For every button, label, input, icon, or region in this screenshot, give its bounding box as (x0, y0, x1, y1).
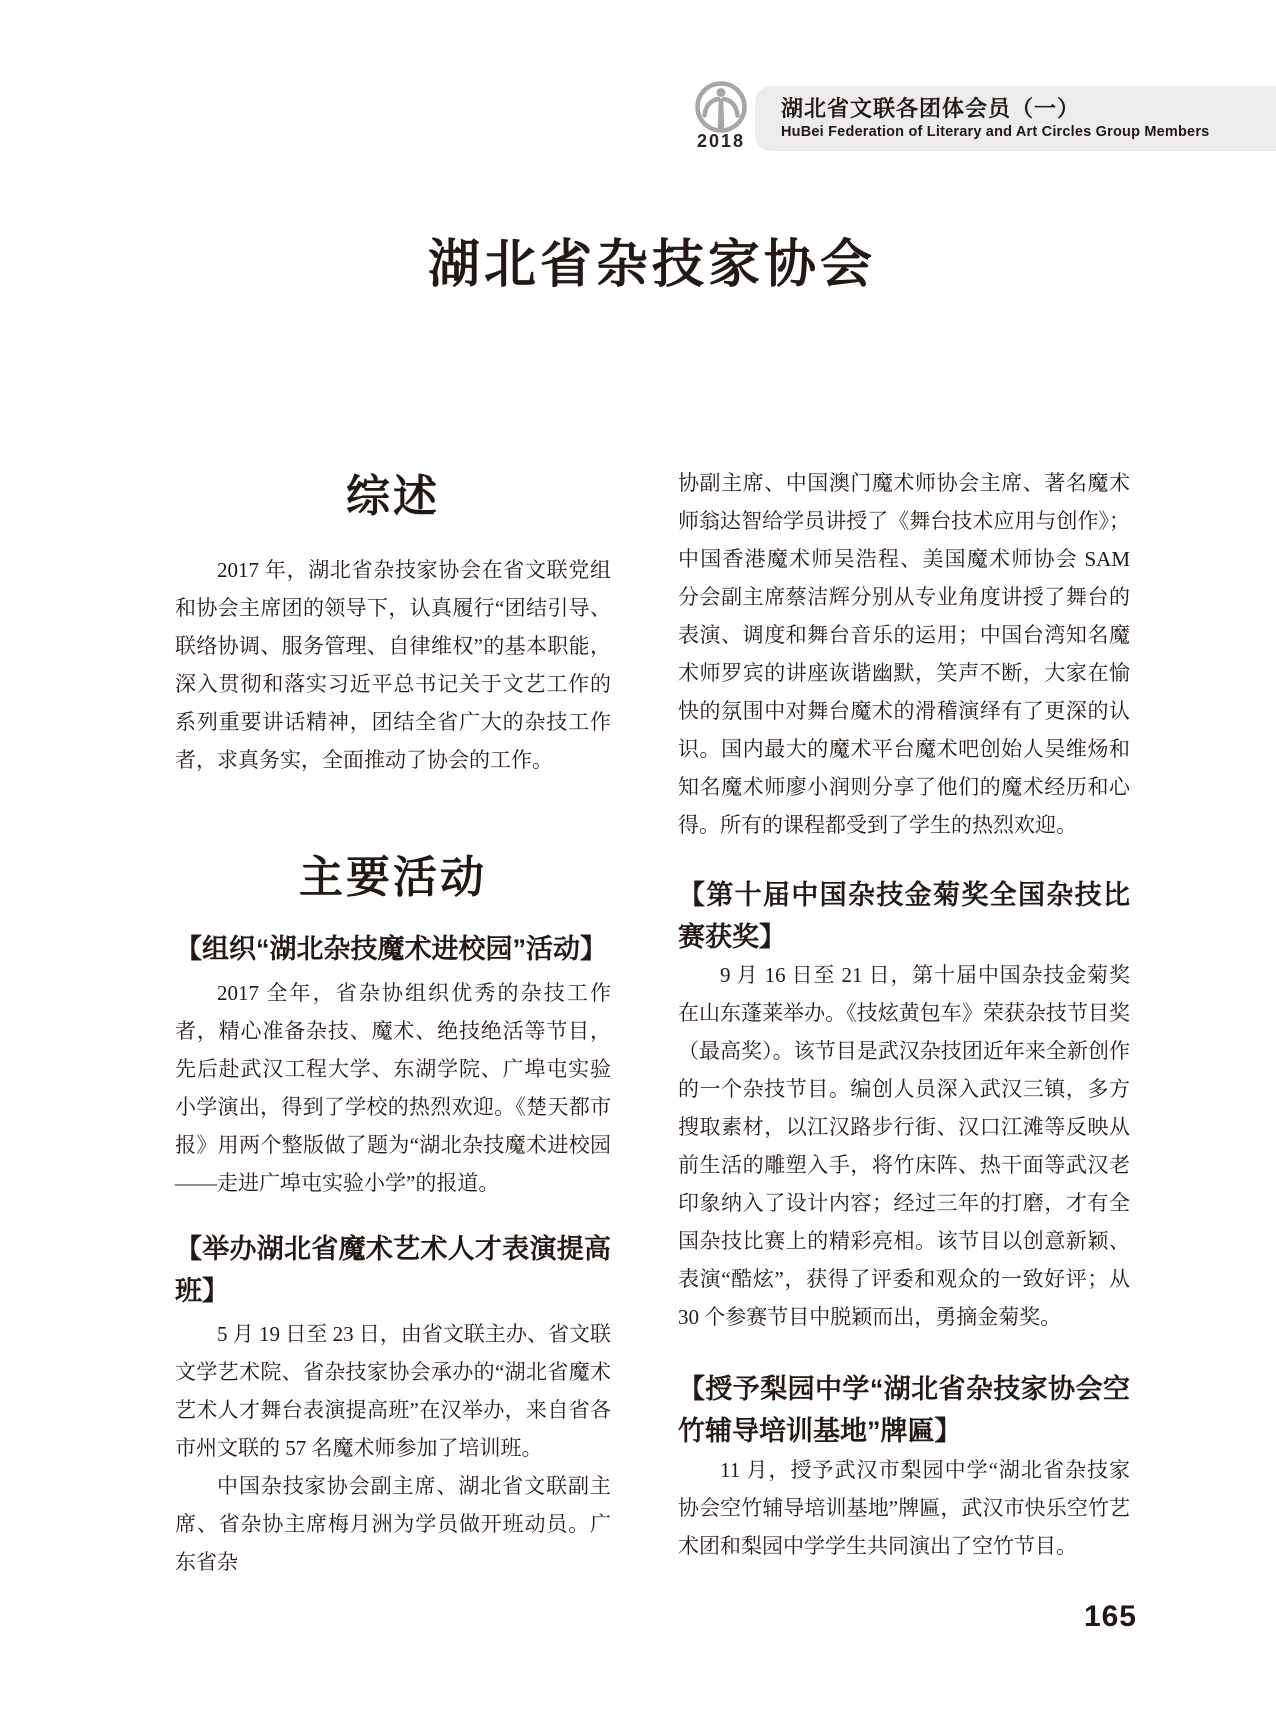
article-title: 湖北省杂技家协会 (427, 237, 876, 294)
section-campus-body (175, 974, 611, 1202)
logo-year-label: 2018 (696, 131, 746, 151)
header-band-title-cn: 湖北省文联各团体会员（一） (781, 96, 1081, 121)
paragraph: 2017 年，湖北省杂技家协会在省文联党组和协会主席团的领导下，认真履行“团结引导、联络协调、服务管理、自律维权”的基本职能，深入贯彻和落实习近平总书记关于文艺工作的系列重要讲话精神，团结全省广大的杂技工作者，求真务实，全面推动了协会的工作。 (175, 558, 611, 772)
section-heading-campus: 【组织“湖北杂技魔术进校园”活动】 (175, 934, 607, 964)
paragraph: 协副主席、中国澳门魔术师协会主席、著名魔术师翁达智给学员讲授了《舞台技术应用与创作》；中国香港魔术师吴浩程、美国魔术师协会 SAM 分会副主席蔡洁辉分别从专业角度讲授了舞台的表演、调度和舞台音乐的运用；中国台湾知名魔术师罗宾的讲座诙谐幽默，笑声不断，大家在愉快的氛围中对舞台魔术的滑稽演绎有了更深的认识。国内最大的魔术平台魔术吧创始人吴维炀和知名魔术师廖小润则分享了他们的魔术经历和心得。所有的课程都受到了学生的热烈欢迎。 (678, 471, 1130, 837)
header-band-title-en: HuBei Federation of Literary and Art Circles Group Members (781, 124, 1210, 140)
section-magic-class-body (175, 1315, 611, 1581)
overview-paragraph (175, 551, 611, 779)
activities-heading: 主要活动 (299, 853, 487, 902)
wenlian-logo-icon (693, 79, 749, 135)
overview-heading: 综述 (346, 472, 440, 521)
page-number: 165 (1083, 1600, 1137, 1633)
paragraph: 9 月 16 日至 21 日，第十届中国杂技金菊奖在山东蓬莱举办。《技炫黄包车》荣获杂技节目奖（最高奖）。该节目是武汉杂技团近年来全新创作的一个杂技节目。编创人员深入武汉三镇，多方搜取素材，以江汉路步行街、汉口江滩等反映从前生活的雕塑入手，将竹床阵、热干面等武汉老印象纳入了设计内容；经过三年的打磨，才有全国杂技比赛上的精彩亮相。该节目以创意新颖、表演“酷炫”，获得了评委和观众的一致好评；从 30 个参赛节目中脱颖而出，勇摘金菊奖。 (678, 963, 1130, 1329)
paragraph: 中国杂技家协会副主席、湖北省文联副主席、省杂协主席梅月洲为学员做开班动员。广东省杂 (175, 1474, 611, 1574)
section-heading-liyuan-school: 【授予梨园中学“湖北省杂技家协会空竹辅导培训基地”牌匾】 (678, 1374, 1130, 1446)
section-liyuan-school-body (678, 1451, 1130, 1565)
section-heading-golden-chrysanthemum: 【第十届中国杂技金菊奖全国杂技比赛获奖】 (678, 880, 1130, 952)
header-band (755, 86, 1276, 151)
paragraph: 2017 全年，省杂协组织优秀的杂技工作者，精心准备杂技、魔术、绝技绝活等节目，先后赴武汉工程大学、东湖学院、广埠屯实验小学演出，得到了学校的热烈欢迎。《楚天都市报》用两个整版做了题为“湖北杂技魔术进校园——走进广埠屯实验小学”的报道。 (175, 981, 611, 1195)
paragraph: 5 月 19 日至 23 日，由省文联主办、省文联文学艺术院、省杂技家协会承办的“湖北省魔术艺术人才舞台表演提高班”在汉举办，来自省各市州文联的 57 名魔术师参加了培训班。 (175, 1322, 611, 1460)
section-golden-chrysanthemum-body (678, 956, 1130, 1336)
continuation-paragraph-block (678, 464, 1130, 844)
paragraph: 11 月，授予武汉市梨园中学“湖北省杂技家协会空竹辅导培训基地”牌匾，武汉市快乐空竹艺术团和梨园中学学生共同演出了空竹节目。 (678, 1458, 1130, 1558)
section-heading-magic-class: 【举办湖北省魔术艺术人才表演提高班】 (175, 1234, 611, 1306)
